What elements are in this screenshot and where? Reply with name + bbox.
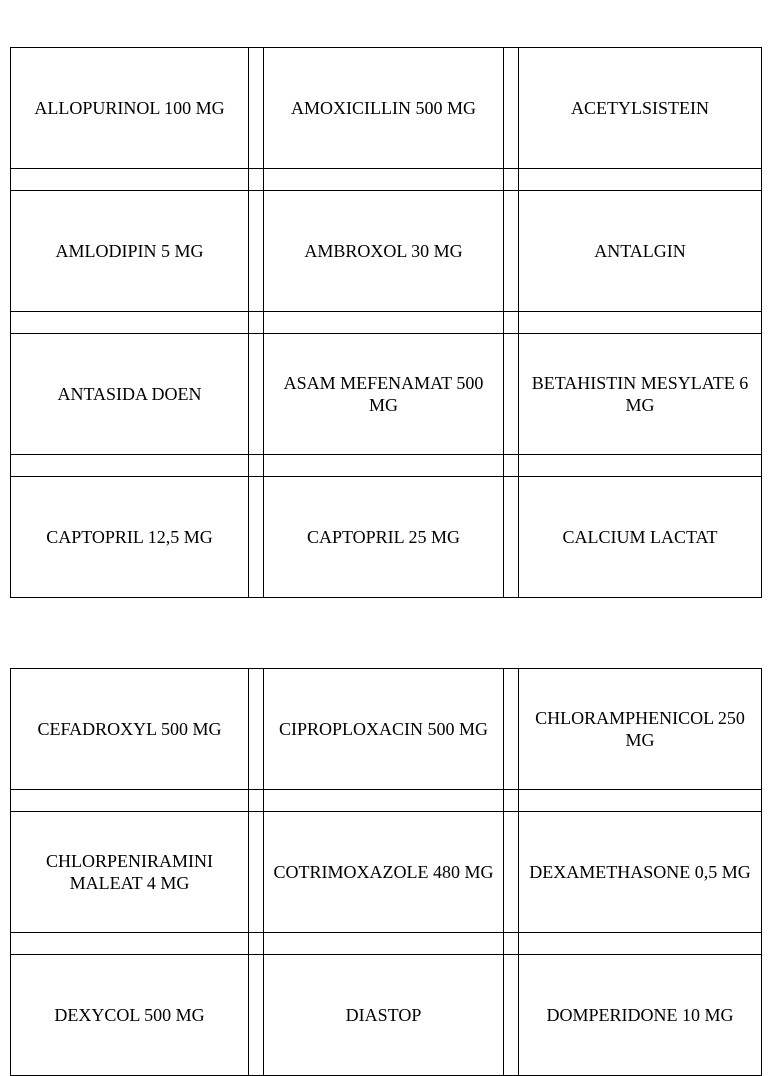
drug-label-cell: ALLOPURINOL 100 MG bbox=[11, 48, 249, 169]
spacer-cell bbox=[11, 933, 249, 955]
drug-label-cell: ASAM MEFENAMAT 500 MG bbox=[264, 334, 504, 455]
column-gap bbox=[504, 312, 519, 334]
column-gap bbox=[249, 812, 264, 933]
label-row bbox=[11, 48, 762, 169]
column-gap bbox=[249, 669, 264, 790]
label-row bbox=[11, 191, 762, 312]
column-gap bbox=[504, 790, 519, 812]
drug-label-cell: DIASTOP bbox=[264, 955, 504, 1076]
label-sheet-1 bbox=[10, 47, 762, 598]
label-sheet-2 bbox=[10, 668, 762, 1076]
drug-label-cell: CHLORPENIRAMINI MALEAT 4 MG bbox=[11, 812, 249, 933]
drug-label-cell: BETAHISTIN MESYLATE 6 MG bbox=[519, 334, 762, 455]
column-gap bbox=[504, 169, 519, 191]
drug-label-cell: CALCIUM LACTAT bbox=[519, 477, 762, 598]
drug-label-cell: CEFADROXYL 500 MG bbox=[11, 669, 249, 790]
drug-label-cell: DEXAMETHASONE 0,5 MG bbox=[519, 812, 762, 933]
column-gap bbox=[504, 455, 519, 477]
spacer-cell bbox=[519, 169, 762, 191]
drug-label-cell: ACETYLSISTEIN bbox=[519, 48, 762, 169]
label-row bbox=[11, 669, 762, 790]
column-gap bbox=[249, 955, 264, 1076]
drug-label-cell: CAPTOPRIL 25 MG bbox=[264, 477, 504, 598]
column-gap bbox=[249, 334, 264, 455]
column-gap bbox=[249, 790, 264, 812]
spacer-row bbox=[11, 790, 762, 812]
drug-label-cell: CIPROPLOXACIN 500 MG bbox=[264, 669, 504, 790]
column-gap bbox=[504, 334, 519, 455]
column-gap bbox=[249, 477, 264, 598]
column-gap bbox=[249, 312, 264, 334]
spacer-cell bbox=[11, 312, 249, 334]
drug-label-cell: ANTALGIN bbox=[519, 191, 762, 312]
column-gap bbox=[504, 933, 519, 955]
spacer-cell bbox=[264, 455, 504, 477]
column-gap bbox=[249, 933, 264, 955]
drug-label-cell: DOMPERIDONE 10 MG bbox=[519, 955, 762, 1076]
label-row bbox=[11, 955, 762, 1076]
label-sheet-1-body bbox=[11, 48, 762, 598]
column-gap bbox=[504, 191, 519, 312]
spacer-row bbox=[11, 455, 762, 477]
spacer-cell bbox=[11, 169, 249, 191]
spacer-cell bbox=[264, 933, 504, 955]
spacer-cell bbox=[519, 933, 762, 955]
column-gap bbox=[504, 669, 519, 790]
label-row bbox=[11, 334, 762, 455]
spacer-cell bbox=[519, 312, 762, 334]
column-gap bbox=[249, 169, 264, 191]
spacer-row bbox=[11, 933, 762, 955]
column-gap bbox=[249, 455, 264, 477]
spacer-cell bbox=[519, 455, 762, 477]
drug-label-cell: ANTASIDA DOEN bbox=[11, 334, 249, 455]
column-gap bbox=[249, 191, 264, 312]
column-gap bbox=[504, 477, 519, 598]
spacer-row bbox=[11, 169, 762, 191]
spacer-cell bbox=[264, 169, 504, 191]
column-gap bbox=[249, 48, 264, 169]
spacer-cell bbox=[519, 790, 762, 812]
drug-label-cell: CAPTOPRIL 12,5 MG bbox=[11, 477, 249, 598]
drug-label-cell: COTRIMOXAZOLE 480 MG bbox=[264, 812, 504, 933]
drug-label-cell: CHLORAMPHENICOL 250 MG bbox=[519, 669, 762, 790]
column-gap bbox=[504, 955, 519, 1076]
drug-label-cell: AMOXICILLIN 500 MG bbox=[264, 48, 504, 169]
drug-label-cell: DEXYCOL 500 MG bbox=[11, 955, 249, 1076]
spacer-cell bbox=[264, 312, 504, 334]
spacer-row bbox=[11, 312, 762, 334]
drug-label-cell: AMLODIPIN 5 MG bbox=[11, 191, 249, 312]
label-sheet-2-body bbox=[11, 669, 762, 1076]
spacer-cell bbox=[11, 455, 249, 477]
spacer-cell bbox=[11, 790, 249, 812]
label-row bbox=[11, 477, 762, 598]
spacer-cell bbox=[264, 790, 504, 812]
label-row bbox=[11, 812, 762, 933]
column-gap bbox=[504, 812, 519, 933]
drug-label-cell: AMBROXOL 30 MG bbox=[264, 191, 504, 312]
column-gap bbox=[504, 48, 519, 169]
